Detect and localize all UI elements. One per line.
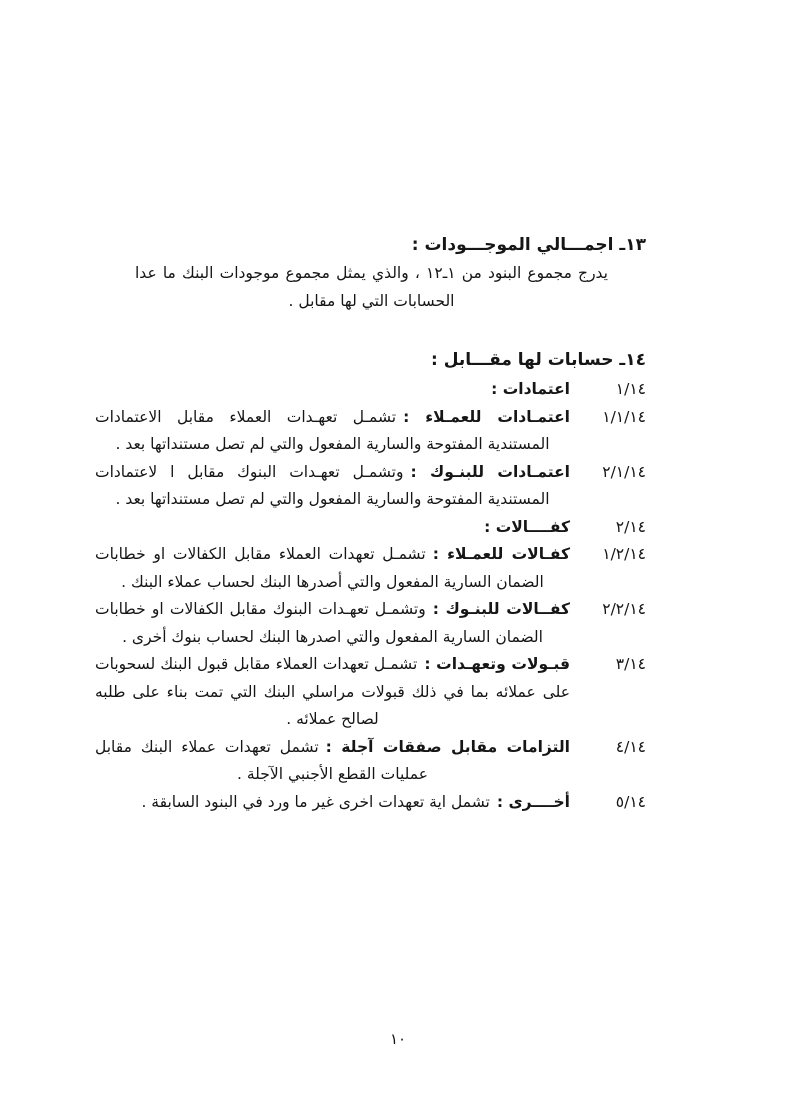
section-14 (95, 346, 646, 816)
item-text (95, 404, 570, 459)
item-number: ١/٢/١٤ (602, 545, 646, 563)
section-13-heading: ١٣ـ اجمـــالي الموجـــودات : (411, 235, 646, 255)
item-body: وتشمـل تعهـدات البنوك مقابل الكفالات او خطابات الضمان السارية المفعول والتي اصدرها البنك لحساب بنوك أخرى . (95, 600, 543, 646)
item-label: كفــــالات : (484, 517, 570, 536)
list-item (95, 459, 646, 514)
section-13-paragraph: يدرج مجموع البنود من ١ـ١٢ ، والذي يمثل مجموع موجودات البنك ما عدا الحسابات التي لها مقابل . (135, 264, 609, 310)
list-item (95, 596, 646, 651)
item-text (95, 541, 570, 596)
item-body: تشمـل تعهدات العملاء مقابل الكفالات او خطابات الضمان السارية المفعول والتي أصدرها البنك لحساب عملاء البنك . (95, 545, 544, 591)
item-body: تشمل اية تعهدات اخرى غير ما ورد في البنود السابقة . (141, 792, 490, 811)
item-text (95, 596, 570, 651)
item-label: اعتمـادات للعمـلاء : (403, 407, 570, 426)
list-item (95, 404, 646, 459)
list-item (95, 789, 646, 817)
list-item (95, 541, 646, 596)
item-label: قبـولات وتعهـدات : (424, 655, 570, 673)
page-content (95, 231, 646, 816)
item-label: اعتمادات : (491, 380, 570, 398)
list-item (95, 376, 646, 404)
item-body: تشمـل تعهـدات العملاء مقابل الاعتمادات المستندية المفتوحة والسارية المفعول والتي لم تصل مستنداتها بعد . (95, 407, 550, 453)
list-item (95, 734, 646, 789)
page-number: ١٠ (389, 1030, 407, 1048)
item-number: ٤/١٤ (615, 737, 646, 756)
item-label: كفــالات للبنـوك : (432, 600, 570, 618)
item-number: ٥/١٤ (615, 792, 646, 811)
item-label: أخــــرى : (496, 792, 570, 811)
item-number: ٢/٢/١٤ (602, 600, 646, 618)
item-text (95, 734, 570, 789)
section-14-items (95, 376, 646, 816)
item-number: ٣/١٤ (615, 655, 646, 673)
item-text (95, 651, 570, 734)
item-number: ٢/١٤ (615, 517, 646, 536)
item-body: وتشمـل تعهـدات البنوك مقابل ا لاعتمادات المستندية المفتوحة والسارية المفعول والتي لم تصل مستنداتها بعد . (95, 462, 550, 508)
list-item (95, 651, 646, 734)
item-number: ١/١٤ (615, 380, 646, 398)
item-text (95, 376, 570, 404)
list-item (95, 514, 646, 542)
item-body: تشمـل تعهدات العملاء مقابل قبول البنك لسحوبات على عملائه بما في ذلك قبولات مراسلي البنك التي تمت بناء على طلبه لصالح عملائه . (95, 655, 570, 728)
item-label: اعتمـادات للبنـوك : (410, 462, 570, 481)
section-14-heading: ١٤ـ حسابات لها مقـــابل : (431, 350, 646, 370)
item-number: ٢/١/١٤ (602, 462, 646, 481)
item-body: تشمل تعهدات عملاء البنك مقابل عمليات القطع الأجنبي الآجلة . (95, 737, 428, 783)
item-text (95, 789, 570, 817)
section-13 (95, 231, 646, 315)
item-label: التزامات مقابل صفقات آجلة : (325, 737, 570, 756)
item-number: ١/١/١٤ (602, 407, 646, 426)
item-label: كفـالات للعمـلاء : (432, 545, 570, 563)
item-text (95, 514, 570, 542)
item-text (95, 459, 570, 514)
